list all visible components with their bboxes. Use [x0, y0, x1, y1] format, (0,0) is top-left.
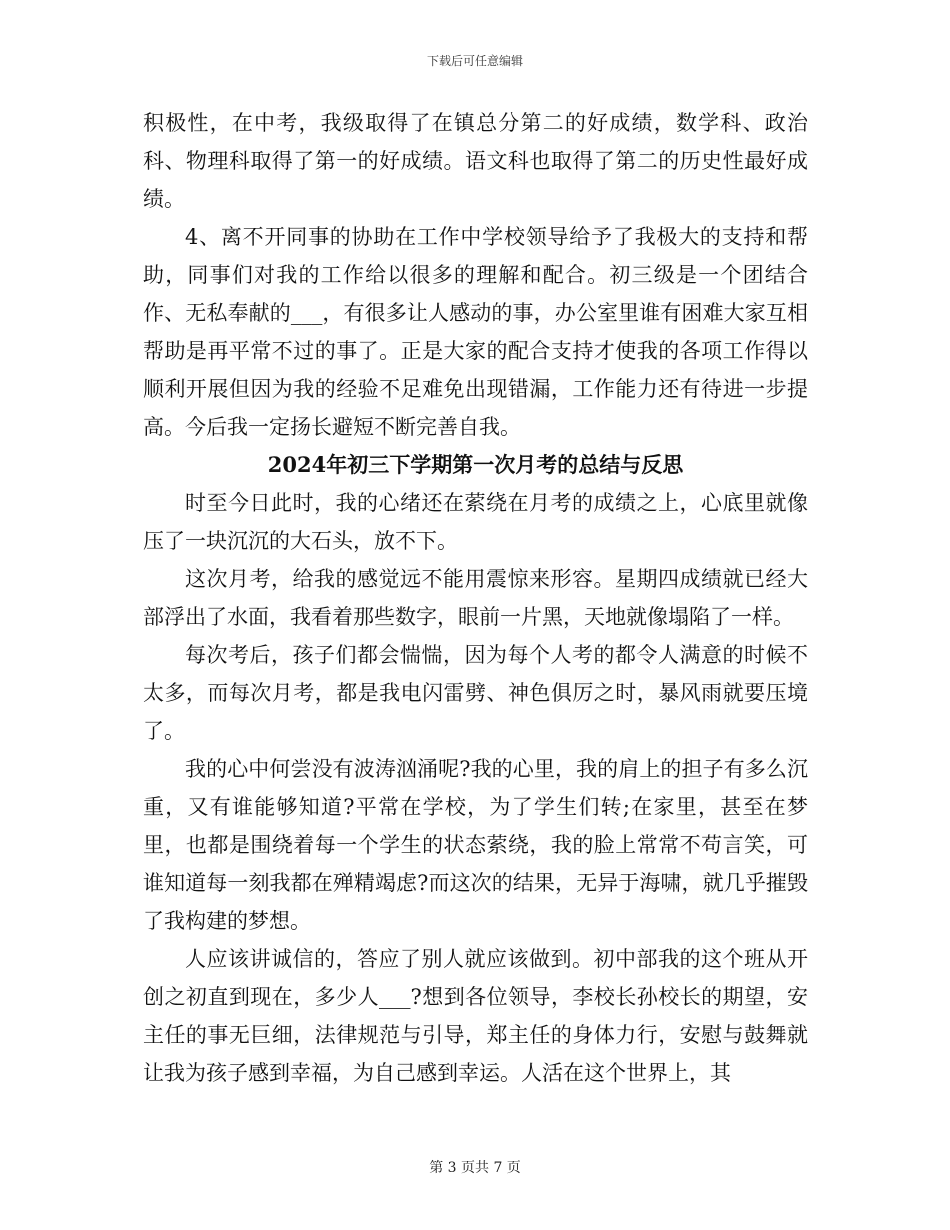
paragraph: 每次考后，孩子们都会惴惴，因为每个人考的都令人满意的时候不太多，而每次月考，都是我电闪雷劈、神色俱厉之时，暴风雨就要压境了。 — [143, 643, 808, 743]
paragraph: 时至今日此时，我的心绪还在萦绕在月考的成绩之上，心底里就像压了一块沉沉的大石头，放不下。 — [143, 491, 808, 553]
paragraph: 4、离不开同事的协助在工作中学校领导给予了我极大的支持和帮助，同事们对我的工作给以很多的理解和配合。初三级是一个团结合作、无私奉献的___，有很多让人感动的事，办公室里谁有困难大家互相帮助是再平常不过的事了。正是大家的配合支持才使我的各项工作得以顺利开展但因为我的经验不足难免出现错漏，工作能力还有待进一步提高。今后我一定扬长避短不断完善自我。 — [143, 225, 808, 439]
section-title: 2024年初三下学期第一次月考的总结与反思 — [267, 452, 684, 477]
document-body — [143, 104, 808, 1092]
page-number: 第 3 页共 7 页 — [429, 1160, 521, 1176]
paragraph: 积极性，在中考，我级取得了在镇总分第二的好成绩，数学科、政治科、物理科取得了第一的好成绩。语文科也取得了第二的历史性最好成绩。 — [143, 111, 808, 211]
paragraph: 我的心中何尝没有波涛汹涌呢?我的心里，我的肩上的担子有多么沉重，又有谁能够知道?平常在学校，为了学生们转;在家里，甚至在梦里，也都是围绕着每一个学生的状态萦绕，我的脸上常常不苟言笑，可谁知道每一刻我都在殚精竭虑?而这次的结果，无异于海啸，就几乎摧毁了我构建的梦想。 — [143, 757, 808, 933]
paragraph: 人应该讲诚信的，答应了别人就应该做到。初中部我的这个班从开创之初直到现在，多少人___?想到各位领导，李校长孙校长的期望，安主任的事无巨细，法律规范与引导，郑主任的身体力行，安慰与鼓舞就让我为孩子感到幸福，为自己感到幸运。人活在这个世界上，其 — [143, 947, 808, 1085]
paragraph: 这次月考，给我的感觉远不能用震惊来形容。星期四成绩就已经大部浮出了水面，我看着那些数字，眼前一片黑，天地就像塌陷了一样。 — [143, 567, 808, 629]
page-header: 下载后可任意编辑 — [426, 54, 523, 68]
